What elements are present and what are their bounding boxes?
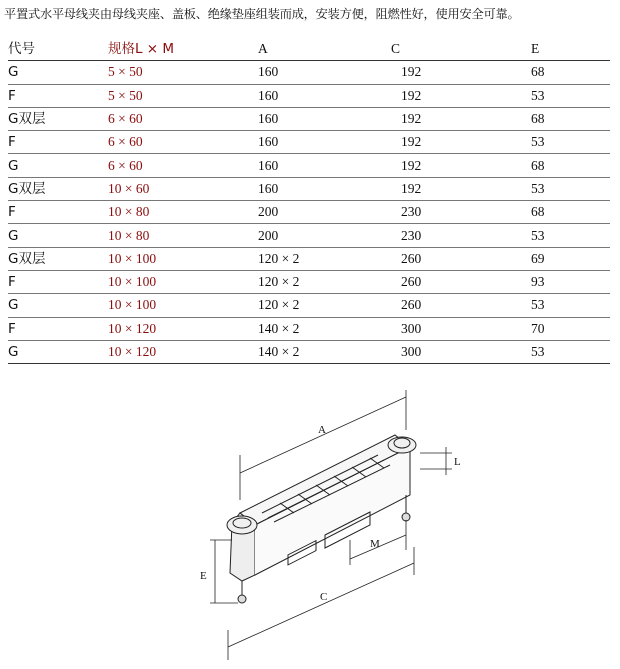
cell-e: 53: [531, 224, 610, 247]
spec-table-body: [8, 61, 610, 364]
cell-a: 160: [258, 177, 391, 200]
busbar-clamp-drawing: [170, 385, 470, 665]
cell-spec: 10 × 120: [108, 317, 258, 340]
table-row: [8, 294, 610, 317]
cell-a: 140 × 2: [258, 340, 391, 363]
cell-a: 140 × 2: [258, 317, 391, 340]
cell-a: 160: [258, 84, 391, 107]
cell-c: 260: [391, 247, 531, 270]
cell-c: 192: [391, 107, 531, 130]
dim-label-a: A: [318, 424, 326, 436]
cell-c: 192: [391, 84, 531, 107]
cell-code: G: [8, 294, 108, 317]
table-row: [8, 340, 610, 363]
cell-spec: 5 × 50: [108, 84, 258, 107]
dim-label-e: E: [200, 570, 207, 582]
header-spec: 规格L × M: [108, 38, 258, 61]
table-row: [8, 224, 610, 247]
dim-label-m: M: [370, 538, 380, 550]
cell-c: 192: [391, 61, 531, 84]
cell-spec: 10 × 80: [108, 201, 258, 224]
cell-spec: 10 × 100: [108, 247, 258, 270]
cell-e: 53: [531, 294, 610, 317]
dim-label-l: L: [454, 456, 461, 468]
dim-label-c: C: [320, 591, 328, 603]
cell-c: 192: [391, 177, 531, 200]
cell-a: 120 × 2: [258, 294, 391, 317]
cell-a: 200: [258, 201, 391, 224]
cell-a: 160: [258, 154, 391, 177]
table-row: [8, 131, 610, 154]
cell-a: 120 × 2: [258, 270, 391, 293]
cell-a: 160: [258, 61, 391, 84]
header-code: 代号: [8, 38, 108, 61]
cell-e: 68: [531, 61, 610, 84]
table-row: [8, 247, 610, 270]
cell-spec: 10 × 120: [108, 340, 258, 363]
cell-c: 260: [391, 270, 531, 293]
cell-code: G: [8, 154, 108, 177]
cell-e: 53: [531, 131, 610, 154]
cell-e: 68: [531, 201, 610, 224]
cell-spec: 10 × 60: [108, 177, 258, 200]
cell-c: 230: [391, 201, 531, 224]
cell-code: F: [8, 201, 108, 224]
cell-spec: 10 × 100: [108, 270, 258, 293]
cell-spec: 6 × 60: [108, 131, 258, 154]
cell-spec: 10 × 100: [108, 294, 258, 317]
cell-code: F: [8, 270, 108, 293]
cell-e: 68: [531, 154, 610, 177]
cell-code: G: [8, 61, 108, 84]
table-row: [8, 317, 610, 340]
cell-c: 260: [391, 294, 531, 317]
table-row: [8, 154, 610, 177]
spec-table: [8, 38, 610, 364]
cell-e: 53: [531, 84, 610, 107]
header-a: A: [258, 38, 391, 61]
table-row: [8, 61, 610, 84]
header-e: E: [531, 38, 610, 61]
intro-text: 平置式水平母线夹由母线夹座、盖板、绝缘垫座组装而成，安装方便，阻燃性好，使用安全可靠。: [4, 7, 520, 21]
cell-a: 160: [258, 107, 391, 130]
cell-c: 192: [391, 131, 531, 154]
cell-c: 300: [391, 317, 531, 340]
table-row: [8, 270, 610, 293]
cell-code: G: [8, 224, 108, 247]
cell-code: F: [8, 131, 108, 154]
busbar-clamp-diagram: [170, 385, 470, 665]
cell-a: 160: [258, 131, 391, 154]
cell-e: 69: [531, 247, 610, 270]
header-c: C: [391, 38, 531, 61]
cell-e: 68: [531, 107, 610, 130]
cell-code: G双层: [8, 107, 108, 130]
cell-e: 53: [531, 177, 610, 200]
cell-e: 93: [531, 270, 610, 293]
cell-c: 192: [391, 154, 531, 177]
cell-code: G双层: [8, 177, 108, 200]
cell-spec: 6 × 60: [108, 154, 258, 177]
cell-e: 70: [531, 317, 610, 340]
table-header-row: [8, 38, 610, 61]
cell-code: G: [8, 340, 108, 363]
table-row: [8, 107, 610, 130]
cell-spec: 10 × 80: [108, 224, 258, 247]
cell-a: 120 × 2: [258, 247, 391, 270]
cell-spec: 5 × 50: [108, 61, 258, 84]
cell-c: 230: [391, 224, 531, 247]
table-row: [8, 177, 610, 200]
cell-code: G双层: [8, 247, 108, 270]
table-row: [8, 84, 610, 107]
cell-code: F: [8, 84, 108, 107]
table-row: [8, 201, 610, 224]
cell-e: 53: [531, 340, 610, 363]
cell-c: 300: [391, 340, 531, 363]
cell-spec: 6 × 60: [108, 107, 258, 130]
cell-code: F: [8, 317, 108, 340]
cell-a: 200: [258, 224, 391, 247]
